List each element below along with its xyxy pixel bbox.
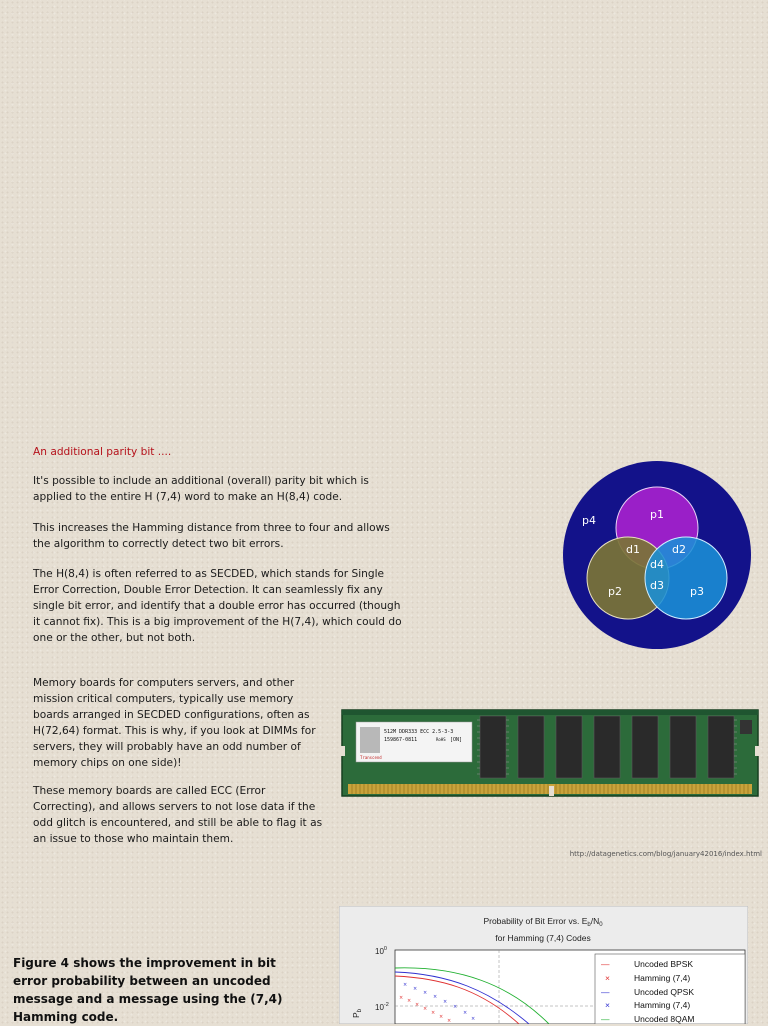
svg-text:×: ×	[443, 999, 448, 1005]
ram-module-image	[340, 706, 760, 810]
legend-entry-4: Uncoded 8QAM	[634, 1014, 695, 1024]
ram-label-line2: 159867-0811	[384, 737, 418, 743]
legend-marker-0: —	[601, 959, 610, 969]
venn-label-d3: d3	[650, 579, 664, 592]
venn-diagram	[562, 460, 752, 650]
paragraph-memory-boards: Memory boards for computers servers, and other mission critical computers, typically use memory boards arranged in SECDED configurations, often as H(72,64) format. This is why, if you look at DIMMs for servers, they will probably have an odd number of memory chips on one side)!	[33, 677, 316, 769]
venn-circle-p3	[645, 537, 727, 619]
ram-chips	[480, 716, 734, 778]
ram-label-line1: 512M DDR333 ECC 2.5-3-3	[384, 729, 454, 735]
ram-label-line3: RoHS	[436, 737, 446, 742]
svg-text:×: ×	[413, 986, 418, 992]
svg-text:×: ×	[399, 995, 404, 1001]
ram-small-chip	[740, 720, 752, 734]
svg-text:×: ×	[453, 1004, 458, 1010]
legend-entry-2: Uncoded QPSK	[634, 987, 695, 997]
svg-text:×: ×	[447, 1018, 452, 1024]
svg-text:×: ×	[407, 998, 412, 1004]
svg-text:×: ×	[439, 1014, 444, 1020]
venn-label-d2: d2	[672, 543, 686, 556]
venn-label-p2: p2	[608, 585, 622, 598]
legend-entry-3: Hamming (7,4)	[634, 1000, 691, 1010]
svg-text:×: ×	[423, 1006, 428, 1012]
legend-entry-0: Uncoded BPSK	[634, 959, 694, 969]
ram-pcb-edge	[342, 710, 758, 715]
ram-label-brand: Transcend	[360, 755, 382, 760]
paragraph-parity: It's possible to include an additional (overall) parity bit which is applied to the entire H (7,4) word to make an H(8,4) code.	[33, 475, 369, 503]
svg-text:×: ×	[463, 1010, 468, 1016]
figure-caption: Figure 4 shows the improvement in bit error probability between an uncoded message and a message using the (7,4) Hamming code.	[13, 956, 283, 1024]
ram-label-tag: [ON]	[450, 737, 463, 743]
legend-entry-1: Hamming (7,4)	[634, 973, 691, 983]
venn-label-p3: p3	[690, 585, 704, 598]
paragraph-secded: The H(8,4) is often referred to as SECDED, which stands for Single Error Correction, Double Error Detection. It can seamlessly fix any single bit error, and identify that a double error has occurred (though it cannot fix). This is a big improvement of the H(7,4), which could do one or the other, but not both.	[33, 568, 402, 644]
ram-side-notch-left	[340, 746, 345, 756]
paragraph-distance: This increases the Hamming distance from three to four and allows the algorithm to correctly detect two bit errors.	[33, 522, 390, 550]
svg-text:×: ×	[415, 1002, 420, 1008]
svg-text:×: ×	[423, 990, 428, 996]
section-heading: An additional parity bit ....	[33, 446, 172, 458]
y-axis-label: $P_b$	[351, 1008, 363, 1018]
ytick-label-0: $10^0$	[375, 946, 387, 956]
venn-label-d4: d4	[650, 558, 664, 571]
ber-chart	[339, 906, 748, 1024]
svg-text:×: ×	[403, 982, 408, 988]
legend-marker-3: ×	[605, 1000, 610, 1010]
svg-text:×: ×	[433, 994, 438, 1000]
chart-title-line1: Probability of Bit Error vs. $E_b/N_0$	[483, 916, 603, 928]
chart-legend	[595, 954, 745, 1024]
venn-label-p4: p4	[582, 514, 596, 527]
paragraph-ecc: These memory boards are called ECC (Error Correcting), and allows servers to not lose data if the odd glitch is encountered, and still be able to flag it as an issue to those who maintain them.	[33, 785, 323, 845]
ram-key-notch	[549, 786, 554, 796]
ram-side-notch-right	[755, 746, 760, 756]
ram-label-hologram	[360, 727, 380, 753]
venn-label-d1: d1	[626, 543, 640, 556]
source-link[interactable]: http://datagenetics.com/blog/january42016/index.html	[569, 850, 762, 858]
svg-text:×: ×	[431, 1010, 436, 1016]
legend-marker-2: —	[601, 987, 610, 997]
chart-title-line2: for Hamming (7,4) Codes	[495, 933, 591, 943]
legend-marker-1: ×	[605, 973, 610, 983]
legend-marker-4: —	[601, 1014, 610, 1024]
svg-text:×: ×	[471, 1016, 476, 1022]
ytick-label-1: $10^{-2}$	[375, 1002, 389, 1012]
venn-label-p1: p1	[650, 508, 664, 521]
